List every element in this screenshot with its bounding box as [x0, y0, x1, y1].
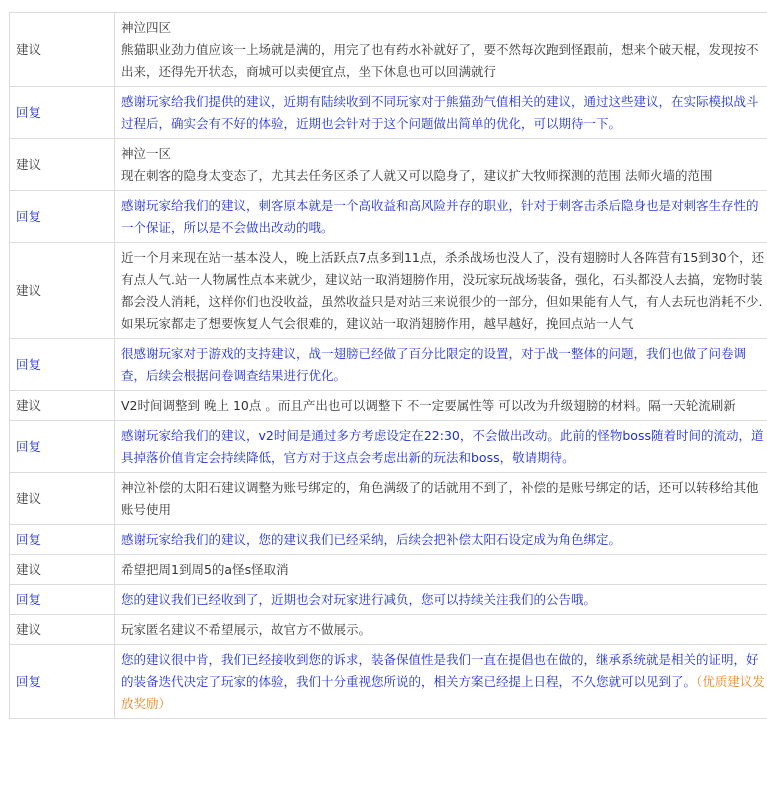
row-content	[115, 13, 767, 87]
table-row	[10, 87, 767, 139]
row-content	[115, 645, 767, 719]
content-line: 玩家匿名建议不希望展示，故官方不做展示。	[121, 622, 372, 637]
table-row	[10, 243, 767, 339]
content-line: 感谢玩家给我们的建议，刺客原本就是一个高收益和高风险并存的职业，针对于刺客击杀后隐身也是对刺客生存性的一个保证，所以是不会做出改动的哦。	[121, 198, 759, 235]
row-content	[115, 421, 767, 473]
table-row	[10, 139, 767, 191]
row-label: 回复	[10, 525, 115, 555]
row-label: 建议	[10, 473, 115, 525]
row-label: 建议	[10, 13, 115, 87]
content-line: 希望把周1到周5的a怪s怪取消	[121, 562, 289, 577]
content-line: 您的建议我们已经收到了，近期也会对玩家进行减负，您可以持续关注我们的公告哦。	[121, 592, 597, 607]
table-row	[10, 421, 767, 473]
content-line: 近一个月来现在站一基本没人，晚上活跃点7点多到11点，杀杀战场也没人了，没有翅膀时人各阵营有15到30个，还有点人气.站一人物属性点本来就少，建议站一取消翅膀作用，没玩家玩战场装备，强化，石头都没人去搞，宠物时装都会没人消耗，这样你们也没收益，虽然收益只是对站三来说很少的一部分，但如果能有人气，有人去玩也消耗不少.如果玩家都走了想要恢复人气会很难的，建议站一取消翅膀作用，越早越好，挽回点站一人气	[121, 250, 765, 331]
row-label: 回复	[10, 421, 115, 473]
table-row	[10, 585, 767, 615]
content-line: 很感谢玩家对于游戏的支持建议，战一翅膀已经做了百分比限定的设置，对于战一整体的问题，我们也做了问卷调查，后续会根据问卷调查结果进行优化。	[121, 346, 747, 383]
table-row	[10, 473, 767, 525]
row-label: 回复	[10, 645, 115, 719]
row-content	[115, 139, 767, 191]
row-content	[115, 391, 767, 421]
row-label: 建议	[10, 243, 115, 339]
row-label: 建议	[10, 615, 115, 645]
table-row	[10, 13, 767, 87]
row-content	[115, 585, 767, 615]
row-label: 回复	[10, 87, 115, 139]
content-line: 您的建议很中肯，我们已经接收到您的诉求，装备保值性是我们一直在提倡也在做的，继承系统就是相关的证明，好的装备迭代决定了玩家的体验，我们十分重视您所说的，相关方案已经提上日程，不久您就可以见到了。	[121, 652, 759, 689]
content-line: 神泣补偿的太阳石建议调整为账号绑定的，角色满级了的话就用不到了，补偿的是账号绑定的话，还可以转移给其他账号使用	[121, 480, 759, 517]
row-label: 建议	[10, 555, 115, 585]
row-content	[115, 191, 767, 243]
table-row	[10, 555, 767, 585]
row-content	[115, 555, 767, 585]
row-label: 建议	[10, 139, 115, 191]
content-line: 神泣一区	[121, 146, 172, 161]
suggestion-reply-table	[9, 12, 767, 719]
content-line: 熊猫职业劲力值应该一上场就是满的，用完了也有药水补就好了，要不然每次跑到怪跟前，想来个破天棍，发现按不出来，还得先开状态，商城可以卖便宜点，坐下休息也可以回满就行	[121, 42, 759, 79]
row-content	[115, 339, 767, 391]
row-content	[115, 243, 767, 339]
table-row	[10, 339, 767, 391]
table-row	[10, 615, 767, 645]
row-content	[115, 615, 767, 645]
table-row	[10, 391, 767, 421]
content-line: 感谢玩家给我们的建议，您的建议我们已经采纳，后续会把补偿太阳石设定成为角色绑定。	[121, 532, 622, 547]
row-content	[115, 525, 767, 555]
content-line: 神泣四区	[121, 20, 172, 35]
content-line: 感谢玩家给我们提供的建议，近期有陆续收到不同玩家对于熊猫劲气值相关的建议，通过这些建议，在实际模拟战斗过程后，确实会有不好的体验，近期也会针对于这个问题做出简单的优化，可以期待一下。	[121, 94, 759, 131]
content-line: 感谢玩家给我们的建议，v2时间是通过多方考虑设定在22:30，不会做出改动。此前的怪物boss随着时间的流动，道具掉落价值肯定会持续降低，官方对于这点会考虑出新的玩法和boss，敬请期待。	[121, 428, 764, 465]
table-row	[10, 645, 767, 719]
table-row	[10, 191, 767, 243]
row-label: 回复	[10, 191, 115, 243]
row-content	[115, 87, 767, 139]
row-label: 回复	[10, 339, 115, 391]
table-row	[10, 525, 767, 555]
content-line: 现在刺客的隐身太变态了，尤其去任务区杀了人就又可以隐身了，建议扩大牧师探测的范围 法师火墙的范围	[121, 168, 713, 183]
row-label: 建议	[10, 391, 115, 421]
row-label: 回复	[10, 585, 115, 615]
row-content	[115, 473, 767, 525]
reward-note: （优质建议发放奖励）	[121, 674, 765, 711]
content-line: V2时间调整到 晚上 10点 。而且产出也可以调整下 不一定要属性等 可以改为升级翅膀的材料。隔一天轮流刷新	[121, 398, 736, 413]
